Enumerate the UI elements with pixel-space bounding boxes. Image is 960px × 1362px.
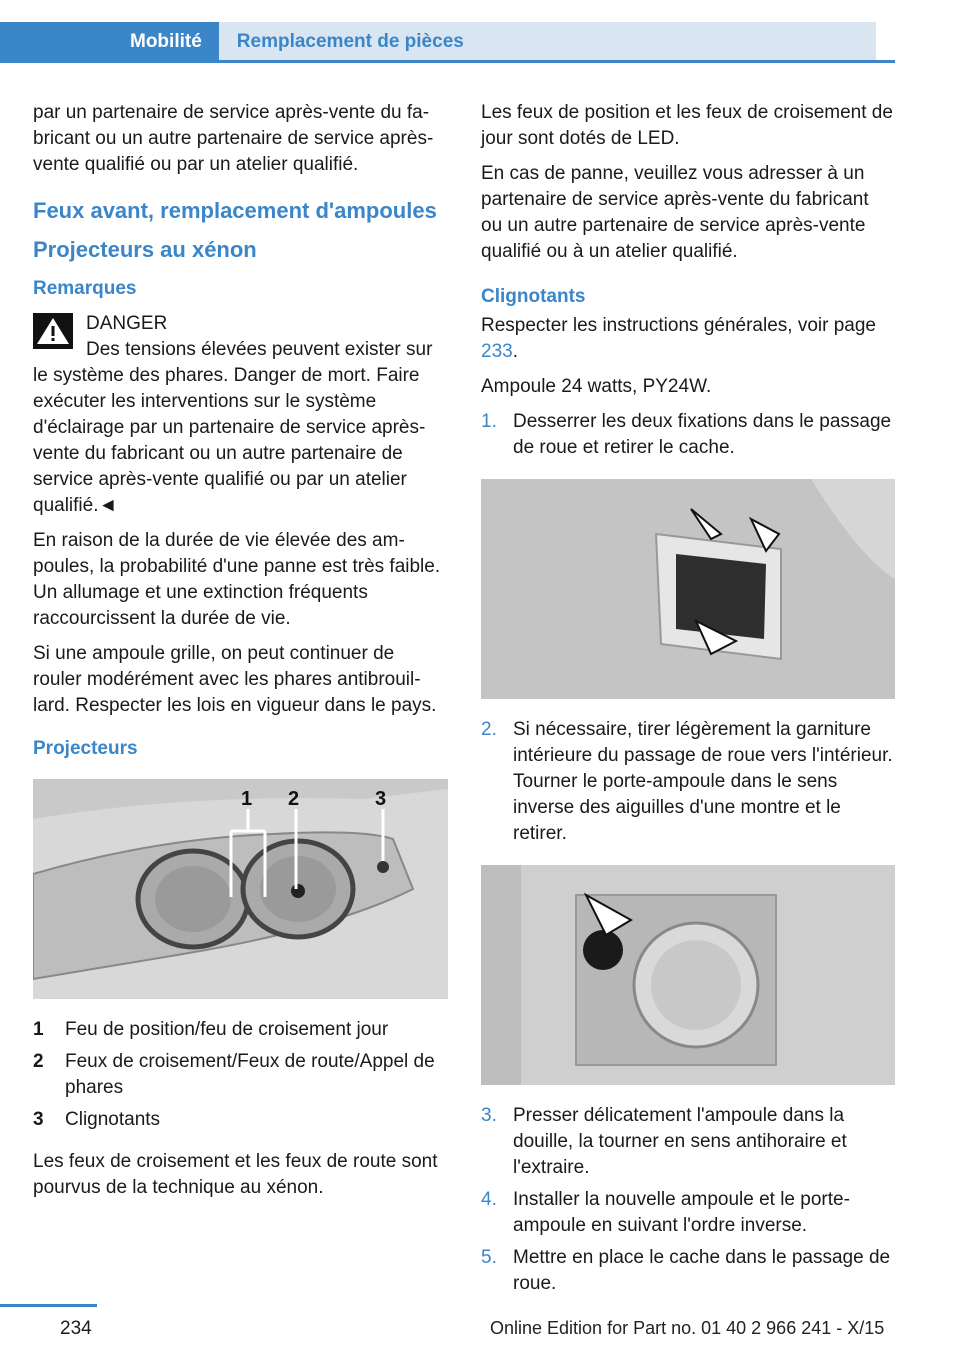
- callout-1: 1: [241, 788, 253, 810]
- step-number: 3.: [481, 1105, 497, 1126]
- legend-item: [33, 1017, 448, 1043]
- led-paragraph: Les feux de position et les feux de croisement de jour sont dotés de LED.: [481, 102, 893, 149]
- legend-text: Clignotants: [65, 1109, 161, 1130]
- step-4: [481, 1187, 895, 1239]
- legend-number: 1: [33, 1019, 44, 1040]
- legend-number: 3: [33, 1109, 44, 1130]
- step-5: [481, 1245, 895, 1297]
- page-reference-link[interactable]: 233: [481, 341, 513, 362]
- step-2: [481, 717, 895, 847]
- callout-2: 2: [288, 788, 300, 810]
- step-text: Si nécessaire, tirer légèrement la garniture intérieure du passage de roue vers l'intérieur. Tourner le porte-ampoule dans le sens inverse des aiguilles d'une montre et le retirer.: [513, 719, 893, 844]
- xenon-paragraph: Les feux de croisement et les feux de route sont pourvus de la technique au xénon.: [33, 1151, 438, 1198]
- step-number: 2.: [481, 719, 497, 740]
- bulb-holder-figure: [481, 865, 895, 1085]
- figure-legend: [33, 1017, 448, 1133]
- step-number: 1.: [481, 411, 497, 432]
- warning-triangle-icon: [33, 313, 73, 349]
- notes-heading: Remarques: [33, 278, 137, 299]
- page-number: 234: [60, 1318, 92, 1339]
- step-1: [481, 409, 895, 461]
- fault-paragraph: En cas de panne, veuillez vous adresser à un partenaire de service après-vente du fabricant ou un autre partenaire de service après-vente qualifié ou à un atelier qualifié.: [481, 163, 869, 262]
- legend-number: 2: [33, 1051, 44, 1072]
- step-3: [481, 1103, 895, 1181]
- bulb-failure-paragraph: Si une ampoule grille, on peut continuer de rouler modérément avec les phares antibrouillard. Respecter les lois en vigueur dans le pays.: [33, 643, 437, 716]
- projectors-heading: Projecteurs: [33, 738, 138, 759]
- instructions-paragraph: [481, 313, 895, 365]
- right-column: [481, 100, 895, 1303]
- footer-divider: [0, 1304, 97, 1307]
- step-text: Desserrer les deux fixations dans le passage de roue et retirer le cache.: [513, 411, 892, 458]
- cover-illustration: [481, 479, 895, 699]
- instructions-suffix: .: [512, 341, 518, 362]
- header-divider: [0, 60, 895, 63]
- danger-notice: [33, 311, 448, 519]
- step-number: 5.: [481, 1247, 497, 1268]
- left-column: [33, 100, 448, 1210]
- wheel-arch-cover-figure: [481, 479, 895, 699]
- tab-mobilite[interactable]: Mobilité: [0, 22, 219, 62]
- danger-title: DANGER: [86, 313, 168, 334]
- step-text: Installer la nouvelle ampoule et le porte-ampoule en suivant l'ordre inverse.: [513, 1189, 850, 1236]
- step-text: Presser délicatement l'ampoule dans la douille, la tourner en sens antihoraire et l'extraire.: [513, 1105, 847, 1178]
- intro-paragraph: par un partenaire de service après-vente du fabricant ou un autre partenaire de service après-vente qualifié ou par un atelier qualifié.: [33, 102, 434, 175]
- danger-text: Des tensions élevées peuvent exister sur le système des phares. Danger de mort. Faire exécuter les interventions sur le système d'éclairage par un partenaire de service après-vente du fabricant ou un autre partenaire de service après-vente qualifié ou par un atelier qualifié.◄: [33, 339, 433, 516]
- header-tabs: [0, 22, 876, 62]
- edition-note: Online Edition for Part no. 01 40 2 966 241 - X/15: [490, 1318, 885, 1338]
- legend-item: [33, 1107, 448, 1133]
- lifetime-paragraph: En raison de la durée de vie élevée des ampoules, la probabilité d'une panne est très faible. Un allumage et une extinction fréquents raccourcissent la durée de vie.: [33, 530, 441, 629]
- legend-text: Feu de position/feu de croisement jour: [65, 1019, 389, 1040]
- legend-item: [33, 1049, 448, 1101]
- callout-3: 3: [375, 788, 387, 810]
- bulb-spec: Ampoule 24 watts, PY24W.: [481, 376, 712, 397]
- section-heading: Feux avant, remplacement d'ampoules: [33, 198, 437, 223]
- step-number: 4.: [481, 1189, 497, 1210]
- legend-text: Feux de croisement/Feux de route/Appel de phares: [65, 1051, 435, 1098]
- instructions-prefix: Respecter les instructions générales, voir page: [481, 315, 876, 336]
- subsection-heading: Projecteurs au xénon: [33, 237, 257, 262]
- tab-remplacement-de-pieces[interactable]: Remplacement de pièces: [219, 22, 876, 62]
- headlight-illustration: [33, 779, 448, 999]
- turn-signals-heading: Clignotants: [481, 286, 586, 307]
- bulb-holder-illustration: [481, 865, 895, 1085]
- step-text: Mettre en place le cache dans le passage de roue.: [513, 1247, 891, 1294]
- headlight-figure: [33, 779, 448, 999]
